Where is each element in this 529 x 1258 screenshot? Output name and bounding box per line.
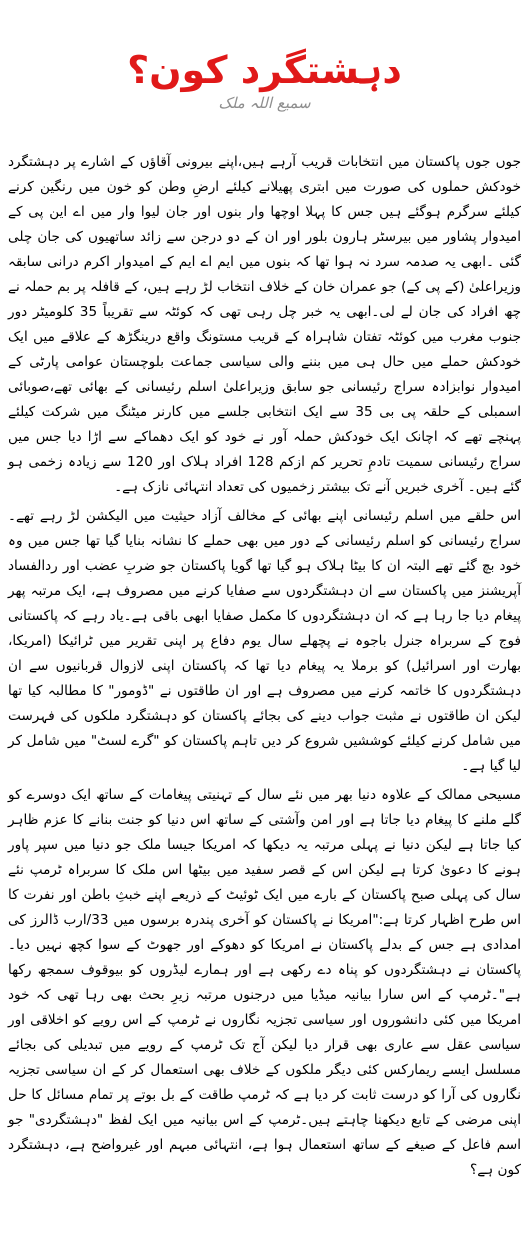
- paragraph: اس حلقے میں اسلم رئیسانی اپنے بھائی کے مخالف آزاد حیثیت میں الیکشن لڑ رہے تھے۔سراج رئیسانی کو اسلم رئیسانی کے دور میں بھی حملے کا نشانہ بنایا گیا تھا جس میں وہ خود بچ گئے تھے البتہ ان کا بیٹا ہلاک ہو گیا تھا گویا پاکستان جو ضربِ عضب اور ردالفساد آپریشنز میں پاکستان سے ان دہشتگردوں سے صفایا کرنے میں مصروف ہے، ایک مرتبہ پھر پیغام دیا جا رہا ہے کہ ان دہشتگردوں کا مکمل صفایا ابھی باقی ہے۔یاد رہے کہ پاکستانی فوج کے سربراہ جنرل باجوہ نے پچھلے سال یوم دفاع پر اپنی تقریر میں ٹرائیکا (امریکا، بھارت اور اسرائیل) کو برملا یہ پیغام دیا تھا کہ پاکستان اپنی لازوال قربانیوں سے ان دہشتگردوں کا خاتمہ کرنے میں مصروف ہے اور ان طاقتوں نے "ڈومور" کا مطالبہ کیا تھا لیکن ان طاقتوں نے مثبت جواب دینے کی بجائے پاکستان کو دہشتگرد ملکوں کی فہرست میں شامل کرنے کیلئے کوششیں شروع کر دیں تاہم پاکستان کو "گرے لسٹ" میں شامل کر لیا گیا ہے۔: [8, 508, 521, 774]
- author-name: سمیع اللہ ملک: [218, 94, 311, 112]
- article-body: [8, 150, 521, 1183]
- paragraph: مسیحی ممالک کے علاوہ دنیا بھر میں نئے سال کے تہنیتی پیغامات کے ساتھ ایک دوسرے کو گلے ملنے کا پیغام دیا جاتا ہے اور امن وآشتی کے ساتھ اس دنیا کو جنت بنانے کا عزم ظاہر کیا جاتا ہے لیکن دنیا نے پہلی مرتبہ یہ دیکھا کہ امریکا جیسا ملک جو دنیا میں سپر پاور ہونے کا دعویٰ کرتا ہے لیکن اس کے قصر سفید میں بیٹھا اس ملک کا سربراہ ٹرمپ نئے سال کی پہلی صبح پاکستان کے بارے میں ایک ٹوئیٹ کے ذریعے اپنے خبثِ باطن اور نفرت کا اس طرح اظہار کرتا ہے:"امریکا نے پاکستان کو آخری پندرہ برسوں میں 33/ارب ڈالرز کی امدادی ہے جس کے بدلے پاکستان نے امریکا کو دھوکے اور جھوٹ کے سوا کچھ نہیں دیا۔پاکستان نے دہشتگردوں کو پناہ دے رکھی ہے اور ہمارے لیڈروں کو بیوقوف سمجھ رکھا ہے"۔ٹرمپ کے اس سارا بیانیہ میڈیا میں درجنوں مرتبہ زیرِ بحث بھی رہا تھی کہ خود امریکا میں کئی دانشوروں اور سیاسی تجزیہ نگاروں نے ٹرمپ کے اس رویے کو اخلاقی اور سیاسی عقل سے عاری بھی قرار دیا لیکن آج تک ٹرمپ کے رویے میں تبدیلی کی بجائے مسلسل ایسے ریمارکس کئی دیگر ملکوں کے خلاف بھی استعمال کر کے ان سیاسی تجزیہ نگاروں کی آرا کو درست ثابت کر دیا ہے کہ ٹرمپ طاقت کے بل بوتے پر تمام مسائل کا حل اپنی مرضی کے تابع دیکھنا چاہتے ہیں۔ٹرمپ کے اس بیانیہ میں ایک لفظ "دہشتگردی" جو اسم فاعل کے صیغے کے ساتھ استعمال ہوا ہے، انتہائی مبہم اور غیرواضح ہے، دہشتگرد کون ہے؟: [8, 787, 522, 1178]
- paragraph: جوں جوں پاکستان میں انتخابات قریب آرہے ہیں،اپنے بیرونی آقاؤں کے اشارے پر دہشتگرد خودکش حملوں کی صورت میں ابتری پھیلانے کیلئے ارضِ وطن کو خون میں رنگین کرنے کیلئے سرگرم ہوگئے ہیں جس کا پہلا اوچھا وار بنوں اور جان لیوا وار میں اے این پی کے امیدوار پشاور میں بیرسٹر ہارون بلور اور ان کے دو درجن سے زائد ساتھیوں کی جان چلی گئی ۔ابھی یہ صدمہ سرد نہ ہوا تھا کہ بنوں میں ایم اے ایم کے امیدوار اکرم درانی سابقہ وزیراعلیٰ (کے پی کے) جو عمران خان کے خلاف انتخاب لڑ رہے ہیں، کے قافلہ پر بم حملہ نے چھ افراد کی جان لے لی۔ابھی یہ خبر چل رہی تھی کہ کوئٹہ سے تقریباً 35 کلومیٹر دور جنوب مغرب میں کوئٹہ تفتان شاہراہ کے قریب مستونگ واقع درینگڑھ کے علاقے میں ایک خودکش حملے میں حال ہی میں بننے والی سیاسی جماعت بلوچستان عوامی پارٹی کے امیدوار نوابزادہ سراج رئیسانی جو سابق وزیراعلیٰ اسلم رئیسانی کے بھائی تھے،صوبائی اسمبلی کے حلقہ پی بی 35 سے ایک انتخابی جلسے میں کارنر میٹنگ میں شرکت کیلئے پہنچے تھے کہ اچانک ایک خودکش حملہ آور نے خود کو ایک دھماکے سے اڑا دیا جس میں سراج رئیسانی سمیت تادمِ تحریر کم ازکم 128 افراد ہلاک اور 120 سے زیادہ زخمی ہو گئے ہیں۔ آخری خبریں آنے تک بیشتر زخمیوں کی تعداد انتہائی نازک ہے۔: [8, 154, 521, 495]
- article-title: دہشتگرد کون؟: [127, 48, 402, 92]
